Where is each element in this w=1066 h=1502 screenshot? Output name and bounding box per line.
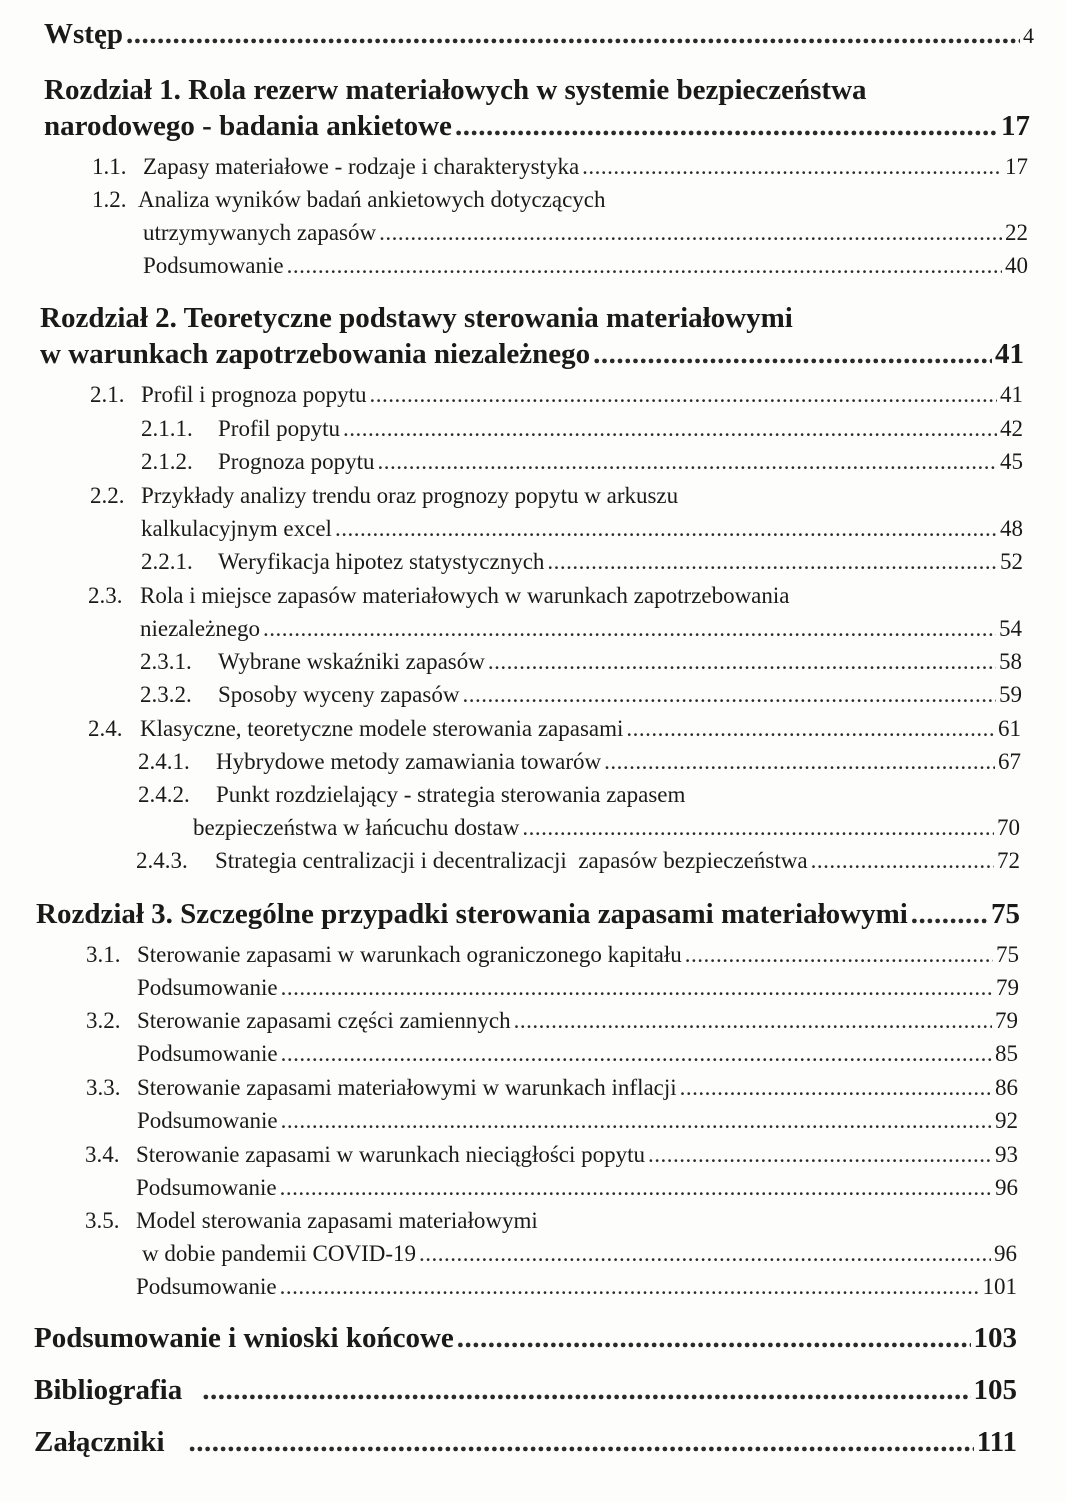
page-number: 105 — [973, 1374, 1017, 1406]
page-number: 103 — [973, 1322, 1017, 1354]
leader-dots — [680, 1075, 992, 1101]
page-number: 54 — [999, 616, 1022, 641]
section-number: 2.3.2. — [140, 682, 192, 707]
leader-dots — [626, 716, 995, 742]
entry-title: Sterowanie zapasami w warunkach nieciągłości popytu — [136, 1142, 646, 1167]
toc-entry-3-5-summary — [136, 1274, 1017, 1300]
toc-entry-2-3-2 — [218, 682, 1022, 708]
toc-entry-3-1-summary — [137, 975, 1019, 1001]
toc-entry-3-5 — [142, 1241, 1017, 1267]
toc-entry-2-1-1 — [218, 416, 1023, 442]
entry-title: Weryfikacja hipotez statystycznych — [218, 549, 545, 574]
entry-title: Strategia centralizacji i decentralizacji zapasów bezpieczeństwa — [215, 848, 808, 873]
entry-title: Sposoby wyceny zapasów — [218, 682, 460, 707]
leader-dots — [126, 18, 1020, 51]
toc-entry-1-2 — [143, 220, 1028, 246]
leader-dots — [462, 682, 996, 708]
entry-title: kalkulacyjnym excel — [141, 516, 332, 541]
entry-title: Profil i prognoza popytu — [141, 382, 367, 407]
section-number: 2.4.3. — [136, 848, 188, 873]
toc-entry-chapter-1 — [44, 110, 1030, 143]
toc-entry-2-3 — [140, 616, 1022, 642]
page-number: 85 — [995, 1041, 1018, 1066]
toc-entry-conclusions — [34, 1322, 1017, 1355]
section-number: 1.1. — [92, 154, 127, 179]
entry-title: niezależnego — [140, 616, 261, 641]
toc-entry-2-3-1 — [218, 649, 1022, 675]
page-number: 111 — [976, 1426, 1017, 1458]
leader-dots — [202, 1374, 970, 1407]
leader-dots — [547, 549, 997, 575]
section-number: 3.5. — [85, 1208, 120, 1233]
entry-title: utrzymywanych zapasów — [143, 220, 377, 245]
section-number: 2.1.2. — [141, 449, 193, 474]
section-number: 2.1. — [90, 382, 125, 407]
leader-dots — [281, 1041, 992, 1067]
page-number: 52 — [1000, 549, 1023, 574]
toc-entry-appendices — [34, 1426, 1017, 1459]
page-number: 48 — [1000, 516, 1023, 541]
toc-entry-3-3 — [137, 1075, 1018, 1101]
toc-entry-2-2 — [141, 516, 1023, 542]
leader-dots — [281, 975, 993, 1001]
page-number: 93 — [995, 1142, 1018, 1167]
leader-dots — [455, 110, 998, 143]
entry-title: Wstęp — [44, 18, 123, 50]
entry-title: Sterowanie zapasami w warunkach ograniczonego kapitału — [137, 942, 682, 967]
leader-dots — [648, 1142, 992, 1168]
toc-entry-3-3-summary — [137, 1108, 1018, 1134]
leader-dots — [343, 416, 997, 442]
chapter-2-title-line1: Rozdział 2. Teoretyczne podstawy sterowania materiałowymi — [40, 302, 793, 334]
entry-title: bezpieczeństwa w łańcuchu dostaw — [193, 815, 520, 840]
toc-entry-2-4-2 — [193, 815, 1020, 841]
entry-title: Podsumowanie — [136, 1274, 277, 1299]
page-number: 17 — [1001, 110, 1030, 142]
leader-dots — [370, 382, 998, 408]
leader-dots — [522, 815, 994, 841]
page-number: 75 — [991, 898, 1020, 930]
leader-dots — [189, 1426, 974, 1459]
page-number: 70 — [997, 815, 1020, 840]
section-number: 1.2. — [92, 187, 127, 212]
leader-dots — [287, 253, 1002, 279]
entry-title: Podsumowanie — [136, 1175, 277, 1200]
toc-entry-2-4-3 — [215, 848, 1020, 874]
leader-dots — [593, 338, 992, 371]
leader-dots — [911, 898, 988, 931]
leader-dots — [514, 1008, 992, 1034]
section-number: 2.3.1. — [140, 649, 192, 674]
page-number: 22 — [1005, 220, 1028, 245]
leader-dots — [335, 516, 997, 542]
page-number: 41 — [995, 338, 1024, 370]
section-number: 3.3. — [86, 1075, 121, 1100]
leader-dots — [685, 942, 993, 968]
page-number: 86 — [995, 1075, 1018, 1100]
toc-entry-2-1 — [141, 382, 1023, 408]
leader-dots — [582, 154, 1002, 180]
entry-title: Bibliografia — [34, 1374, 183, 1406]
entry-title: Podsumowanie — [137, 1041, 278, 1066]
leader-dots — [419, 1241, 991, 1267]
page-number: 67 — [998, 749, 1021, 774]
entry-title: Prognoza popytu — [218, 449, 375, 474]
entry-title: Podsumowanie — [137, 1108, 278, 1133]
page-number: 4 — [1023, 23, 1034, 48]
entry-title: Profil popytu — [218, 416, 341, 441]
toc-entry-2-1-2 — [218, 449, 1023, 475]
entry-title: Podsumowanie — [137, 975, 278, 1000]
page-number: 79 — [996, 975, 1019, 1000]
leader-dots — [280, 1274, 980, 1300]
toc-entry-3-1 — [137, 942, 1019, 968]
page-number: 40 — [1005, 253, 1028, 278]
toc-entry-3-2-summary — [137, 1041, 1018, 1067]
section-number: 2.4. — [88, 716, 123, 741]
section-3-5-title-line1: Model sterowania zapasami materiałowymi — [136, 1208, 538, 1233]
section-2-2-title-line1: Przykłady analizy trendu oraz prognozy popytu w arkuszu — [141, 483, 679, 508]
page-number: 17 — [1005, 154, 1028, 179]
section-number: 2.4.1. — [138, 749, 190, 774]
entry-title: narodowego - badania ankietowe — [44, 110, 452, 142]
chapter-1-title-line1: Rozdział 1. Rola rezerw materiałowych w systemie bezpieczeństwa — [44, 74, 867, 106]
leader-dots — [604, 749, 995, 775]
entry-title: Podsumowanie — [143, 253, 284, 278]
section-number: 3.4. — [85, 1142, 120, 1167]
entry-title: Wybrane wskaźniki zapasów — [218, 649, 485, 674]
toc-entry-2-4-1 — [216, 749, 1021, 775]
page-number: 75 — [996, 942, 1019, 967]
page-number: 79 — [995, 1008, 1018, 1033]
leader-dots — [378, 449, 997, 475]
page-number: 96 — [995, 1175, 1018, 1200]
leader-dots — [281, 1108, 992, 1134]
entry-title: Sterowanie zapasami materiałowymi w warunkach inflacji — [137, 1075, 677, 1100]
entry-title: Klasyczne, teoretyczne modele sterowania zapasami — [140, 716, 624, 741]
section-number: 2.4.2. — [138, 782, 190, 807]
toc-entry-2-2-1 — [218, 549, 1023, 575]
leader-dots — [457, 1322, 971, 1355]
page-number: 59 — [999, 682, 1022, 707]
leader-dots — [379, 220, 1002, 246]
section-2-4-2-title-line1: Punkt rozdzielający - strategia sterowania zapasem — [216, 782, 686, 807]
section-1-2-title-line1: Analiza wyników badań ankietowych dotyczących — [138, 187, 606, 212]
toc-entry-1-1 — [143, 154, 1028, 180]
section-2-3-title-line1: Rola i miejsce zapasów materiałowych w warunkach zapotrzebowania — [140, 583, 790, 608]
leader-dots — [263, 616, 996, 642]
toc-entry-3-2 — [137, 1008, 1018, 1034]
entry-title: Rozdział 3. Szczególne przypadki sterowania zapasami materiałowymi — [36, 898, 908, 930]
section-number: 3.1. — [86, 942, 121, 967]
section-number: 3.2. — [86, 1008, 121, 1033]
leader-dots — [811, 848, 994, 874]
toc-entry-chapter-2 — [40, 338, 1024, 371]
entry-title: Hybrydowe metody zamawiania towarów — [216, 749, 602, 774]
section-number: 2.1.1. — [141, 416, 193, 441]
page-number: 42 — [1000, 416, 1023, 441]
page-number: 101 — [982, 1274, 1017, 1299]
leader-dots — [488, 649, 996, 675]
section-number: 2.2.1. — [141, 549, 193, 574]
page-number: 41 — [1000, 382, 1023, 407]
entry-title: Sterowanie zapasami części zamiennych — [137, 1008, 511, 1033]
page-number: 45 — [1000, 449, 1023, 474]
entry-title: Podsumowanie i wnioski końcowe — [34, 1322, 454, 1354]
page-number: 58 — [999, 649, 1022, 674]
toc-entry-bibliography — [34, 1374, 1017, 1407]
entry-title: w dobie pandemii COVID-19 — [142, 1241, 417, 1266]
section-number: 2.3. — [88, 583, 123, 608]
toc-entry-wstep — [44, 18, 1034, 51]
leader-dots — [280, 1175, 992, 1201]
toc-entry-1-summary — [143, 253, 1028, 279]
page-number: 96 — [994, 1241, 1017, 1266]
toc-entry-2-4 — [140, 716, 1021, 742]
page-number: 61 — [998, 716, 1021, 741]
page-number: 92 — [995, 1108, 1018, 1133]
toc-entry-3-4-summary — [136, 1175, 1018, 1201]
entry-title: w warunkach zapotrzebowania niezależnego — [40, 338, 591, 370]
entry-title: Zapasy materiałowe - rodzaje i charakterystyka — [143, 154, 580, 179]
toc-entry-3-4 — [136, 1142, 1018, 1168]
entry-title: Załączniki — [34, 1426, 165, 1458]
page-number: 72 — [997, 848, 1020, 873]
section-number: 2.2. — [90, 483, 125, 508]
toc-entry-chapter-3 — [36, 898, 1020, 931]
